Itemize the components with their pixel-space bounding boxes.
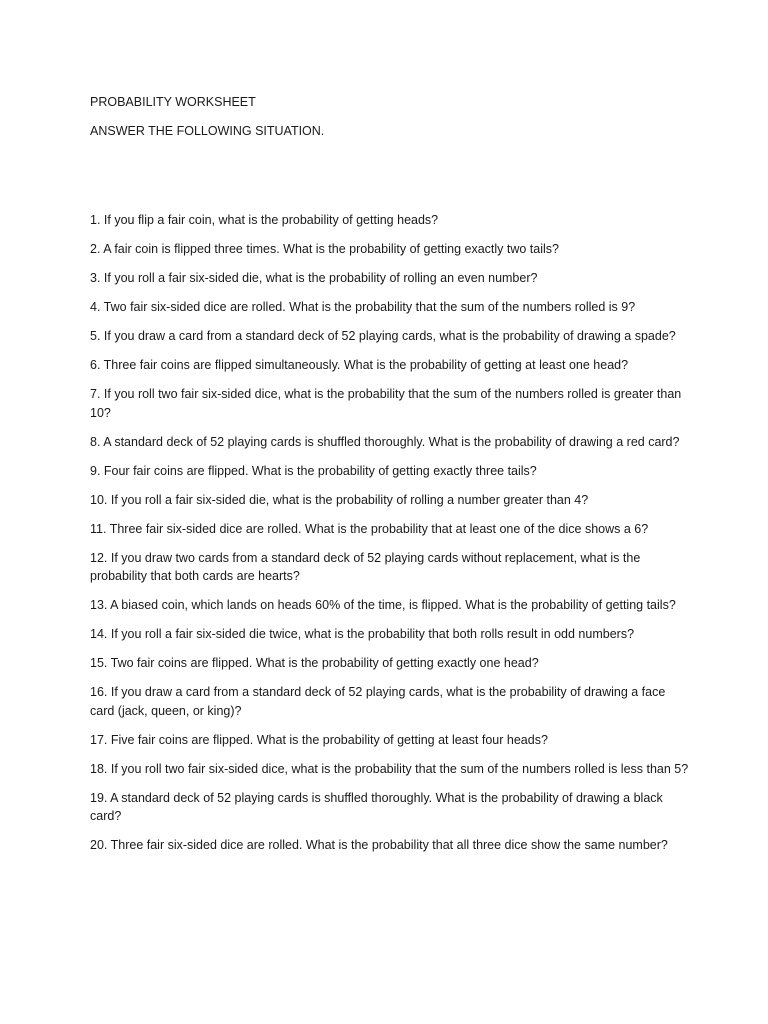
worksheet-page bbox=[90, 94, 690, 865]
worksheet-title: PROBABILITY WORKSHEET bbox=[90, 95, 256, 109]
question-item: 12. If you draw two cards from a standard deck of 52 playing cards without replacement, what is the probability that both cards are hearts? bbox=[90, 550, 641, 583]
question-item: 8. A standard deck of 52 playing cards is shuffled thoroughly. What is the probability of drawing a red card? bbox=[90, 434, 680, 449]
question-item: 3. If you roll a fair six-sided die, what is the probability of rolling an even number? bbox=[90, 271, 538, 285]
question-list bbox=[90, 211, 690, 855]
question-item: 17. Five fair coins are flipped. What is the probability of getting at least four heads? bbox=[90, 732, 548, 747]
question-item: 15. Two fair coins are flipped. What is the probability of getting exactly one head? bbox=[90, 656, 539, 670]
question-item: 2. A fair coin is flipped three times. What is the probability of getting exactly two tails? bbox=[90, 242, 559, 256]
question-item: 10. If you roll a fair six-sided die, what is the probability of rolling a number greater than 4? bbox=[90, 492, 589, 507]
question-item: 4. Two fair six-sided dice are rolled. What is the probability that the sum of the numbers rolled is 9? bbox=[90, 300, 636, 314]
question-item: 7. If you roll two fair six-sided dice, what is the probability that the sum of the numbers rolled is greater than 10? bbox=[90, 387, 682, 420]
question-item: 1. If you flip a fair coin, what is the probability of getting heads? bbox=[90, 213, 439, 227]
question-item: 18. If you roll two fair six-sided dice, what is the probability that the sum of the numbers rolled is less than 5? bbox=[90, 761, 689, 776]
question-item: 19. A standard deck of 52 playing cards is shuffled thoroughly. What is the probability of drawing a black card? bbox=[90, 790, 663, 823]
question-item: 11. Three fair six-sided dice are rolled. What is the probability that at least one of the dice shows a 6? bbox=[90, 521, 649, 536]
question-item: 13. A biased coin, which lands on heads 60% of the time, is flipped. What is the probability of getting tails? bbox=[90, 598, 676, 612]
worksheet-instruction: ANSWER THE FOLLOWING SITUATION. bbox=[90, 124, 325, 138]
question-item: 5. If you draw a card from a standard deck of 52 playing cards, what is the probability of drawing a spade? bbox=[90, 329, 676, 343]
question-item: 16. If you draw a card from a standard deck of 52 playing cards, what is the probability of drawing a face card (jack, queen, or king)? bbox=[90, 685, 666, 718]
question-item: 14. If you roll a fair six-sided die twice, what is the probability that both rolls result in odd numbers? bbox=[90, 627, 635, 641]
question-item: 20. Three fair six-sided dice are rolled. What is the probability that all three dice show the same number? bbox=[90, 838, 668, 852]
question-item: 6. Three fair coins are flipped simultaneously. What is the probability of getting at least one head? bbox=[90, 358, 629, 372]
question-item: 9. Four fair coins are flipped. What is the probability of getting exactly three tails? bbox=[90, 463, 537, 478]
